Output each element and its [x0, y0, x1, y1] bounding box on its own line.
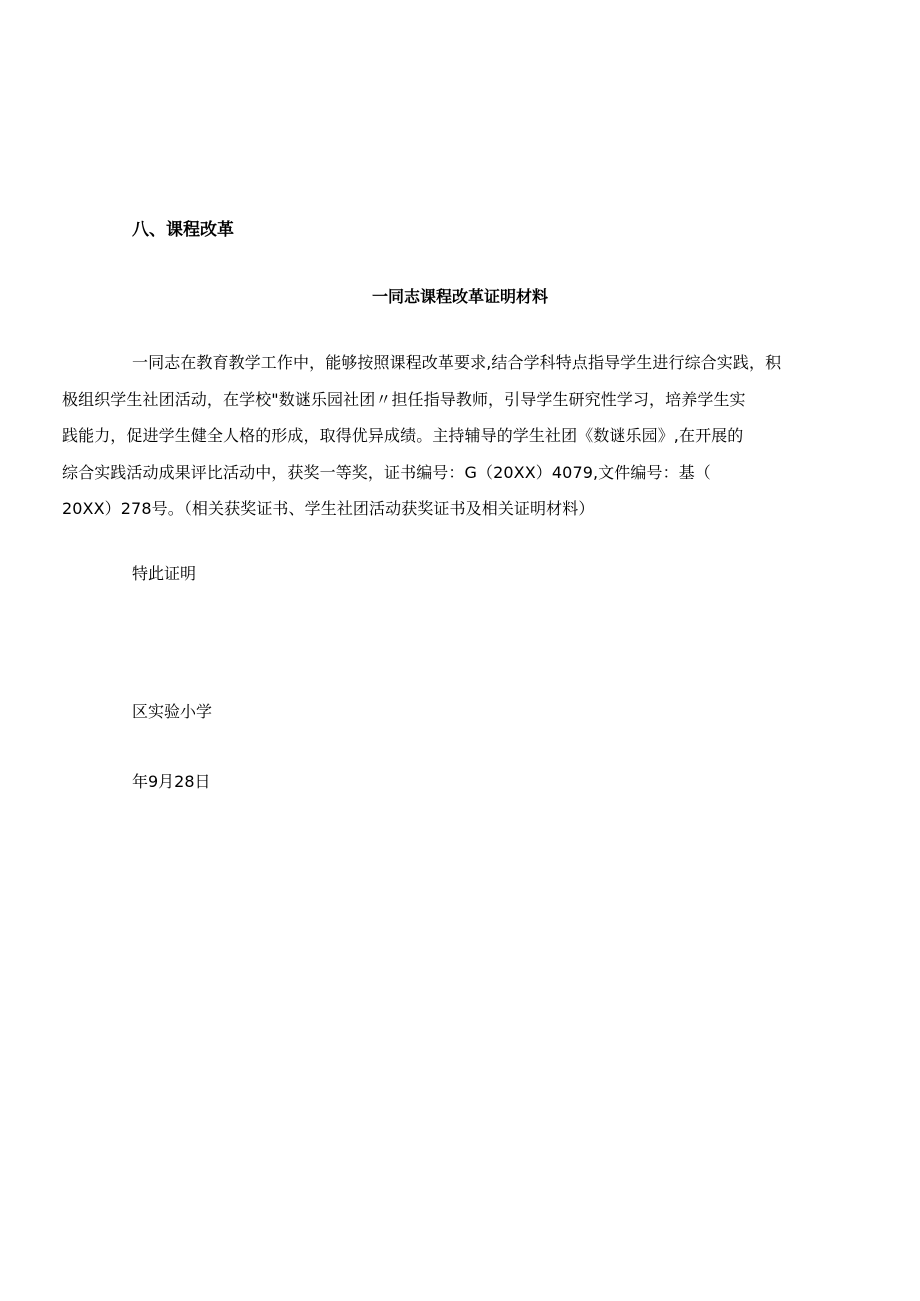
section-heading: 八、课程改革 — [132, 220, 234, 240]
body-line-5: 20XX）278号。（相关获奖证书、学生社团活动获奖证书及相关证明材料） — [62, 499, 595, 518]
organization-name: 区实验小学 — [132, 702, 213, 721]
body-line-2: 极组织学生社团活动，在学校"数谜乐园社团〃担任指导教师，引导学生研究性学习，培养学生实 — [62, 389, 746, 409]
body-line-1: 一同志在教育教学工作中，能够按照课程改革要求,结合学科特点指导学生进行综合实践，积 — [132, 353, 782, 372]
body-line-3: 践能力，促进学生健全人格的形成，取得优异成绩。主持辅导的学生社团《数谜乐园》,在开展的 — [62, 426, 744, 445]
document-title: 一同志课程改革证明材料 — [371, 287, 548, 306]
body-paragraph — [62, 345, 825, 528]
body-line-4: 综合实践活动成果评比活动中，获奖一等奖，证书编号：G（20XX）4079,文件编号：基（ — [62, 462, 711, 482]
closing-statement: 特此证明 — [132, 564, 197, 583]
document-date: 年9月28日 — [132, 772, 211, 791]
